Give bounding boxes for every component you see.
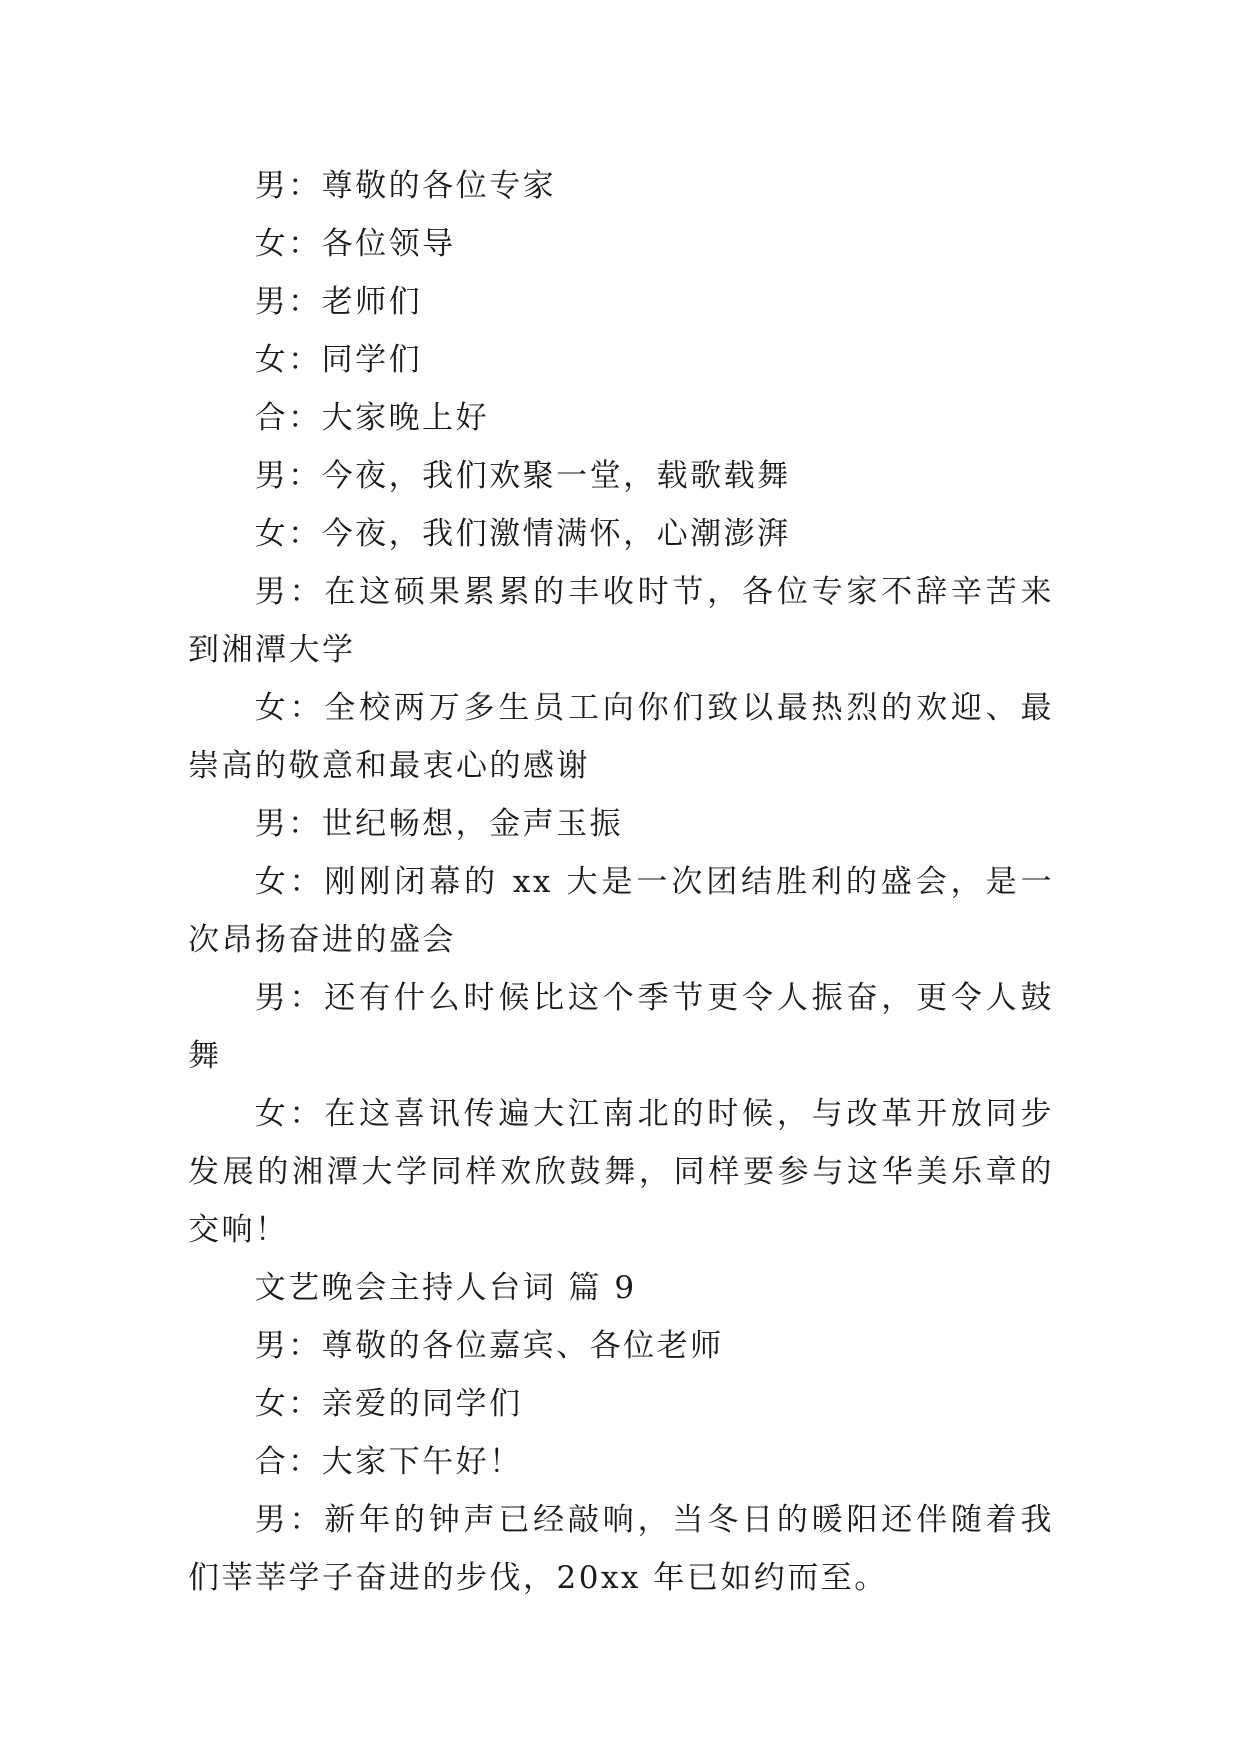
paragraph: 男：今夜，我们欢聚一堂，载歌载舞 [254, 458, 791, 494]
paragraph: 男：在这硕果累累的丰收时节，各位专家不辞辛苦来到湘潭大学 [188, 574, 1054, 668]
paragraph: 女：全校两万多生员工向你们致以最热烈的欢迎、最崇高的敬意和最衷心的感谢 [188, 690, 1054, 784]
paragraph: 女：刚刚闭幕的 xx 大是一次团结胜利的盛会，是一次昂扬奋进的盛会 [188, 864, 1054, 958]
paragraph: 男：还有什么时候比这个季节更令人振奋，更令人鼓舞 [188, 980, 1054, 1074]
paragraph: 女：今夜，我们激情满怀，心潮澎湃 [254, 516, 791, 552]
paragraph: 女：各位领导 [254, 226, 456, 262]
paragraph: 男：尊敬的各位专家 [254, 168, 557, 204]
paragraph: 女：亲爱的同学们 [254, 1386, 523, 1422]
paragraph: 男：尊敬的各位嘉宾、各位老师 [254, 1328, 724, 1364]
paragraph: 男：老师们 [254, 284, 423, 320]
paragraph: 男：新年的钟声已经敲响，当冬日的暖阳还伴随着我们莘莘学子奋进的步伐，20xx 年已如约而至。 [188, 1502, 1054, 1596]
document-body [188, 157, 1054, 1607]
paragraph: 女：同学们 [254, 342, 423, 378]
paragraph: 男：世纪畅想，金声玉振 [254, 806, 624, 842]
paragraph: 女：在这喜讯传遍大江南北的时候，与改革开放同步发展的湘潭大学同样欢欣鼓舞，同样要参与这华美乐章的交响！ [188, 1096, 1054, 1248]
section-heading: 文艺晚会主持人台词 篇 9 [254, 1270, 637, 1306]
paragraph: 合：大家晚上好 [254, 400, 490, 436]
paragraph: 合：大家下午好！ [254, 1444, 523, 1480]
